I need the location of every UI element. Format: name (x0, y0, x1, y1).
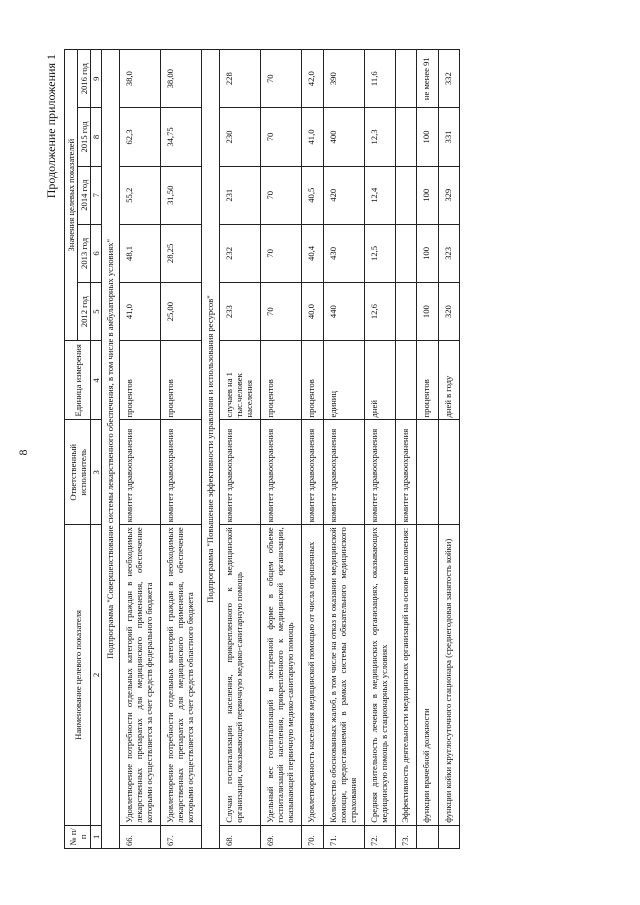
value-cell: не менее 91 (417, 50, 438, 108)
indicator-name: Эффективность деятельности медицинских организаций на основе выполнения: (396, 525, 417, 825)
column-index-row (91, 50, 102, 849)
unit-cell: единиц (323, 341, 364, 420)
value-cell: 40,4 (302, 224, 323, 282)
unit-cell: процентов (160, 341, 201, 420)
indicator-name: Количество обоснованных жалоб, в том числе на отказ в оказании медицинской помощи, предоставляемой в рамках системы обязательного медицинского страхования (323, 525, 364, 825)
row-number (417, 825, 438, 848)
executor-cell: комитет здравоохранения (219, 420, 260, 525)
row-number: 70. (302, 825, 323, 848)
row-number: 73. (396, 825, 417, 848)
column-index: 4 (91, 341, 102, 420)
value-cell: 12,3 (364, 108, 395, 166)
header-row-1 (65, 50, 78, 849)
value-cell: 11,6 (364, 50, 395, 108)
indicator-name: Средняя длительность лечения в медицинских организациях, оказывающих медицинскую помощь в стационарных условиях (364, 525, 395, 825)
value-cell: 323 (438, 224, 459, 282)
value-cell: 231 (219, 166, 260, 224)
value-cell: 430 (323, 224, 364, 282)
page-number: 8 (16, 449, 30, 456)
column-index: 1 (91, 825, 102, 848)
table-row (323, 50, 364, 849)
value-cell: 100 (417, 283, 438, 341)
table-row (438, 50, 459, 849)
unit-cell: процентов (302, 341, 323, 420)
value-cell: 48,1 (119, 224, 160, 282)
subprogram-heading: Подпрограмма "Совершенствование системы лекарственного обеспечения, в том числе в амбулаторных условиях" (102, 50, 119, 849)
value-cell: 232 (219, 224, 260, 282)
header-unit: Единица измерения (65, 341, 91, 420)
subprogram-heading: Подпрограмма "Повышение эффективности управления и использования ресурсов" (202, 50, 219, 849)
value-cell: 70 (260, 50, 301, 108)
value-cell: 332 (438, 50, 459, 108)
subprogram-heading-row (202, 50, 219, 849)
value-cell: 420 (323, 166, 364, 224)
value-cell: 28,25 (160, 224, 201, 282)
value-cell: 329 (438, 166, 459, 224)
value-cell: 25,00 (160, 283, 201, 341)
indicators-table (64, 49, 460, 849)
value-cell: 70 (260, 166, 301, 224)
table-row (119, 50, 160, 849)
value-cell (396, 108, 417, 166)
value-cell: 38,00 (160, 50, 201, 108)
value-cell: 100 (417, 108, 438, 166)
value-cell: 100 (417, 224, 438, 282)
row-number: 72. (364, 825, 395, 848)
executor-cell (438, 420, 459, 525)
subprogram-heading-row (102, 50, 119, 849)
unit-cell: дней в году (438, 341, 459, 420)
indicator-name: Удовлетворение потребности отдельных категорий граждан в необходимых лекарственных препаратах для медицинского применения, обеспечение которыми осуществляется за счет средств областного бюджета (160, 525, 201, 825)
value-cell: 70 (260, 224, 301, 282)
indicator-name: Удовлетворенность населения медицинской помощью от числа опрошенных (302, 525, 323, 825)
value-cell (396, 50, 417, 108)
executor-cell: комитет здравоохранения (160, 420, 201, 525)
header-values-group: Значения целевых показателей (65, 50, 78, 341)
value-cell: 12,5 (364, 224, 395, 282)
value-cell: 38,0 (119, 50, 160, 108)
indicator-name: функции койки круглосуточного стационара (среднегодовая занятость койки) (438, 525, 459, 825)
value-cell: 440 (323, 283, 364, 341)
column-index: 6 (91, 224, 102, 282)
indicator-name: функции врачебной должности (417, 525, 438, 825)
table-row (364, 50, 395, 849)
executor-cell (417, 420, 438, 525)
executor-cell: комитет здравоохранения (323, 420, 364, 525)
table-row (417, 50, 438, 849)
table-row (219, 50, 260, 849)
table-row (302, 50, 323, 849)
value-cell: 12,6 (364, 283, 395, 341)
value-cell: 331 (438, 108, 459, 166)
value-cell: 62,3 (119, 108, 160, 166)
value-cell: 41,0 (302, 108, 323, 166)
value-cell: 390 (323, 50, 364, 108)
value-cell (396, 166, 417, 224)
value-cell: 42,0 (302, 50, 323, 108)
table-row (260, 50, 301, 849)
unit-cell: процентов (417, 341, 438, 420)
value-cell: 12,4 (364, 166, 395, 224)
unit-cell: дней (364, 341, 395, 420)
executor-cell: комитет здравоохранения (364, 420, 395, 525)
value-cell (396, 224, 417, 282)
column-index: 9 (91, 50, 102, 108)
value-cell: 41,0 (119, 283, 160, 341)
row-number: 71. (323, 825, 364, 848)
column-index: 3 (91, 420, 102, 525)
executor-cell: комитет здравоохранения (302, 420, 323, 525)
subprogram-2-body (202, 50, 459, 849)
indicator-name: Случаи госпитализации населения, прикрепленного к медицинской организации, оказывающей первичную медико-санитарную помощь (219, 525, 260, 825)
header-num: № п/п (65, 825, 91, 848)
value-cell: 70 (260, 108, 301, 166)
value-cell: 40,5 (302, 166, 323, 224)
indicator-name: Удельный вес госпитализаций в экстренной форме в общем объеме госпитализаций населения, прикрепленного к медицинской организации, оказывающей первичную медико-санитарную помощь (260, 525, 301, 825)
row-number: 66. (119, 825, 160, 848)
table-row (160, 50, 201, 849)
header-year: 2016 год (78, 50, 91, 108)
header-year: 2014 год (78, 166, 91, 224)
column-index: 2 (91, 525, 102, 825)
header-name: Наименование целевого показателя (65, 525, 91, 825)
column-index: 8 (91, 108, 102, 166)
header-year: 2013 год (78, 224, 91, 282)
column-index: 5 (91, 283, 102, 341)
header-year: 2015 год (78, 108, 91, 166)
value-cell: 228 (219, 50, 260, 108)
table-row (396, 50, 417, 849)
value-cell: 31,50 (160, 166, 201, 224)
executor-cell: комитет здравоохранения (396, 420, 417, 525)
value-cell (396, 283, 417, 341)
indicator-name: Удовлетворение потребности отдельных категорий граждан в необходимых лекарственных препаратах для медицинского применения, обеспечение которыми осуществляется за счет средств федерального бюджета (119, 525, 160, 825)
row-number (438, 825, 459, 848)
value-cell: 55,2 (119, 166, 160, 224)
executor-cell: комитет здравоохранения (260, 420, 301, 525)
value-cell: 230 (219, 108, 260, 166)
value-cell: 40,0 (302, 283, 323, 341)
subprogram-1-body (102, 50, 202, 849)
unit-cell: случаев на 1 тыс.человек населения (219, 341, 260, 420)
row-number: 68. (219, 825, 260, 848)
value-cell: 100 (417, 166, 438, 224)
value-cell: 320 (438, 283, 459, 341)
header-year: 2012 год (78, 283, 91, 341)
value-cell: 70 (260, 283, 301, 341)
column-index: 7 (91, 166, 102, 224)
value-cell: 400 (323, 108, 364, 166)
header-executor: Ответственный исполнитель (65, 420, 91, 525)
executor-cell: комитет здравоохранения (119, 420, 160, 525)
unit-cell: процентов (260, 341, 301, 420)
unit-cell (396, 341, 417, 420)
unit-cell: процентов (119, 341, 160, 420)
continuation-title: Продолжение приложения 1 (44, 54, 58, 199)
row-number: 67. (160, 825, 201, 848)
value-cell: 233 (219, 283, 260, 341)
row-number: 69. (260, 825, 301, 848)
value-cell: 34,75 (160, 108, 201, 166)
